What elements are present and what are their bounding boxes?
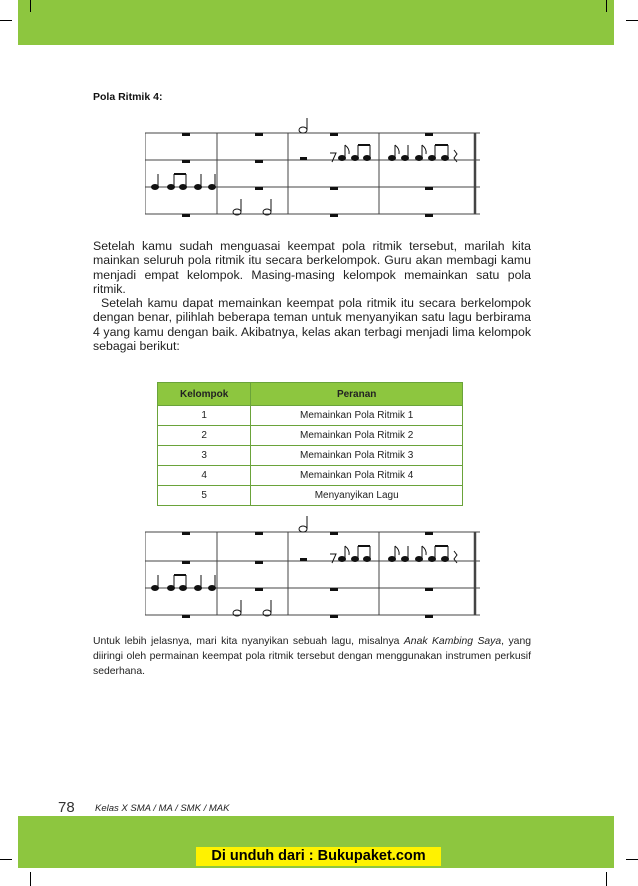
section-heading: Pola Ritmik 4: [93,91,163,103]
table-row [158,486,463,506]
paragraph-2: Setelah kamu dapat memainkan keempat pola ritmik itu secara berkelompok dengan benar, pilihlah beberapa teman untuk menyanyikan satu lagu berbirama 4 yang kamu dengan baik. Akibatnya, kelas akan terbagi menjadi lima kelompok sebagai berikut: [93,296,531,354]
footer-text: Kelas X SMA / MA / SMK / MAK [95,803,230,814]
group-number: 2 [158,426,251,446]
song-title: Anak Kambing Saya [403,636,502,647]
table-row [158,446,463,466]
group-roles-table [157,382,463,506]
download-banner: Di unduh dari : Bukupaket.com [196,847,441,866]
top-header-bar [18,0,614,45]
crop-mark [626,20,638,21]
table-row [158,406,463,426]
crop-mark [30,0,31,12]
role-text: Memainkan Pola Ritmik 3 [251,446,463,466]
crop-mark [606,0,607,12]
table-row [158,466,463,486]
crop-mark [0,20,12,21]
table-row [158,426,463,446]
closing-paragraph [93,634,531,679]
paragraph-1: Setelah kamu sudah menguasai keempat pola ritmik tersebut, marilah kita mainkan seluruh pola ritmik itu secara berkelompok. Guru akan membagi kamu menjadi empat kelompok. Masing-masing kelompok memainkan satu pola ritmik. [93,239,531,296]
column-header-group: Kelompok [158,383,251,406]
role-text: Memainkan Pola Ritmik 4 [251,466,463,486]
crop-mark [30,872,31,886]
closing-text-before: Untuk lebih jelasnya, mari kita nyanyikan sebuah lagu, misalnya [93,636,404,647]
group-number: 1 [158,406,251,426]
crop-mark [626,859,638,860]
role-text: Memainkan Pola Ritmik 1 [251,406,463,426]
group-number: 5 [158,486,251,506]
page-number: 78 [58,799,75,816]
rhythm-score-top [145,118,480,220]
group-number: 4 [158,466,251,486]
body-text [93,239,531,353]
closing-text-after: , yang diiringi oleh permainan keempat pola ritmik tersebut dengan menggunakan instrumen perkusif sederhana. [93,636,532,677]
crop-mark [0,859,12,860]
column-header-role: Peranan [251,383,463,406]
role-text: Memainkan Pola Ritmik 2 [251,426,463,446]
crop-mark [606,872,607,886]
role-text: Menyanyikan Lagu [251,486,463,506]
group-number: 3 [158,446,251,466]
rhythm-score-bottom [145,514,480,622]
